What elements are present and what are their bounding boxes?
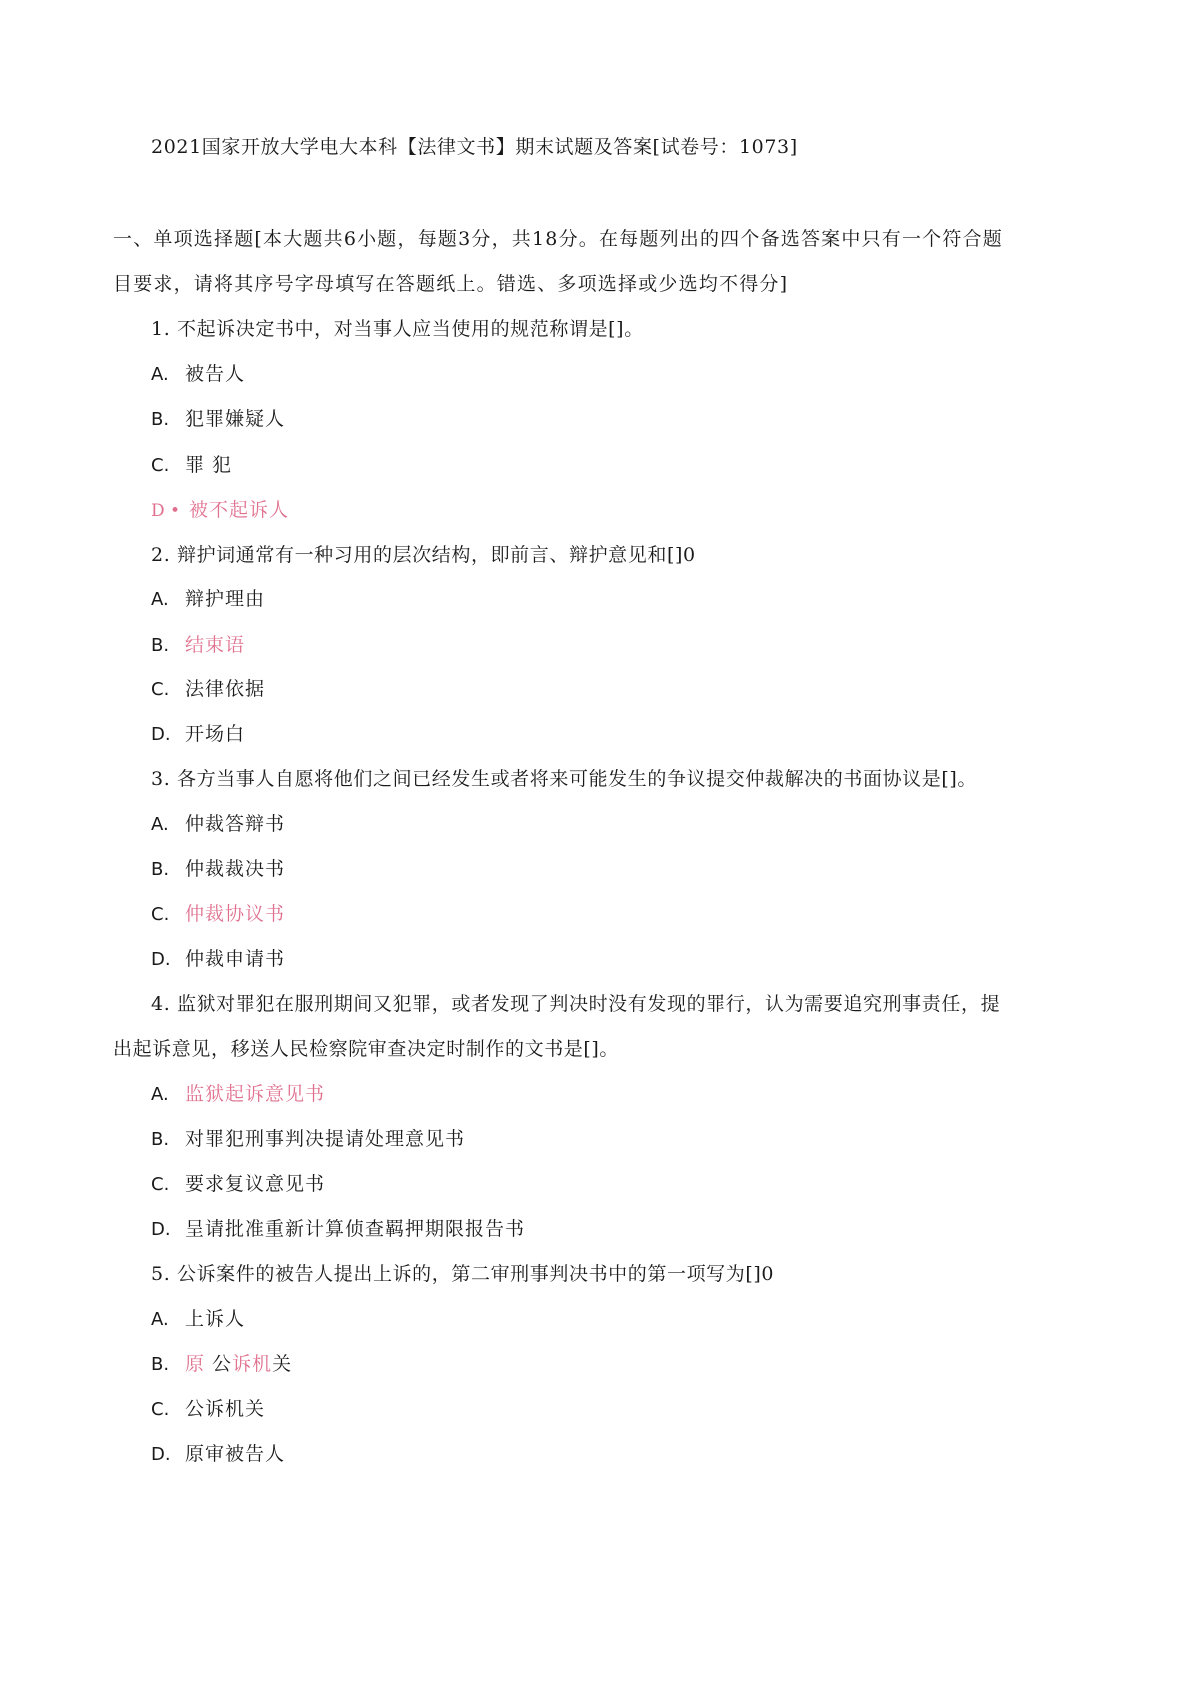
option-text: 上诉人: [185, 1308, 246, 1330]
option-text: 辩护理由: [185, 588, 266, 610]
question-4-option-b: [151, 1124, 465, 1151]
option-letter: A.: [151, 589, 169, 610]
section-heading-line-2: 目要求，请将其序号字母填写在答题纸上。错选、多项选择或少选均不得分]: [113, 273, 789, 295]
option-letter: B.: [151, 635, 170, 656]
question-5-option-b-answer: [151, 1349, 292, 1376]
question-5-stem: 5. 公诉案件的被告人提出上诉的，第二审刑事判决书中的第一项写为[]0: [151, 1263, 775, 1285]
option-text-part: 关: [272, 1353, 293, 1375]
option-text-part: 原: [185, 1353, 206, 1375]
option-letter: B.: [151, 409, 170, 430]
option-text: 仲裁协议书: [185, 903, 286, 925]
question-1-option-a: [151, 359, 245, 386]
option-text: 被不起诉人: [189, 499, 290, 521]
question-3-option-b: [151, 854, 285, 881]
option-text: 仲裁申请书: [185, 948, 286, 970]
option-text: 被告人: [185, 363, 246, 385]
option-letter: C.: [151, 1174, 170, 1195]
question-3-option-a: [151, 809, 285, 836]
option-text: 仲裁裁决书: [185, 858, 286, 880]
question-5-option-c: [151, 1394, 265, 1421]
option-text: 仲裁答辩书: [185, 813, 286, 835]
option-text-part: 诉机: [232, 1353, 273, 1375]
question-1-option-d-answer: [151, 495, 289, 522]
option-letter: A.: [151, 1309, 169, 1330]
option-text: 法律依据: [185, 678, 266, 700]
question-2-option-d: [151, 719, 245, 746]
question-2-option-b-answer: [151, 630, 245, 657]
option-letter: B.: [151, 1129, 170, 1150]
question-5-option-a: [151, 1304, 245, 1331]
option-text: 原审被告人: [185, 1443, 286, 1465]
option-letter: A.: [151, 1084, 169, 1105]
question-2-option-c: [151, 674, 265, 701]
question-4-stem: 4. 监狱对罪犯在服刑期间又犯罪，或者发现了判决时没有发现的罪行，认为需要追究刑事责任，提: [151, 993, 1001, 1015]
question-1-stem: 1. 不起诉决定书中，对当事人应当使用的规范称谓是[]。: [151, 318, 644, 340]
question-2-stem: 2. 辩护词通常有一种习用的层次结构，即前言、辩护意见和[]0: [151, 544, 696, 566]
question-4-option-d: [151, 1214, 525, 1241]
option-text: 犯罪嫌疑人: [185, 408, 286, 430]
question-3-stem: 3. 各方当事人自愿将他们之间已经发生或者将来可能发生的争议提交仲裁解决的书面协议是[]。: [151, 768, 977, 790]
option-text: 要求复议意见书: [185, 1173, 326, 1195]
option-letter: A.: [151, 364, 169, 385]
option-letter: D.: [151, 1219, 171, 1240]
option-letter: D.: [151, 724, 171, 745]
option-letter: C.: [151, 679, 170, 700]
question-4-option-a-answer: [151, 1079, 325, 1106]
option-text-part: 公: [205, 1353, 233, 1375]
option-letter: C.: [151, 904, 170, 925]
question-4-option-c: [151, 1169, 325, 1196]
option-text: 对罪犯刑事判决提请处理意见书: [185, 1128, 466, 1150]
document-title: 2021国家开放大学电大本科【法律文书】期末试题及答案[试卷号：1073]: [151, 136, 798, 158]
option-text: 开场白: [185, 723, 246, 745]
option-text: 罪 犯: [185, 454, 233, 476]
option-letter: B.: [151, 859, 170, 880]
question-5-option-d: [151, 1439, 285, 1466]
option-text: 公诉机关: [185, 1398, 266, 1420]
option-letter: A.: [151, 814, 169, 835]
question-1-option-b: [151, 404, 285, 431]
option-letter: C.: [151, 1399, 170, 1420]
question-4-stem-continued: 出起诉意见，移送人民检察院审查决定时制作的文书是[]。: [113, 1038, 620, 1060]
option-letter: D.: [151, 949, 171, 970]
option-letter: C.: [151, 455, 170, 476]
option-text: 结束语: [185, 634, 246, 656]
option-letter: D.: [151, 1444, 171, 1465]
question-3-option-d: [151, 944, 285, 971]
option-letter: D •: [151, 501, 181, 521]
section-heading-line-1: 一、单项选择题[本大题共6小题，每题3分，共18分。在每题列出的四个备选答案中只有一个符合题: [113, 228, 1003, 250]
question-3-option-c-answer: [151, 899, 285, 926]
option-text: 呈请批准重新计算侦查羁押期限报告书: [185, 1218, 526, 1240]
option-letter: B.: [151, 1354, 170, 1375]
question-2-option-a: [151, 584, 265, 611]
option-text: 监狱起诉意见书: [185, 1083, 326, 1105]
question-1-option-c: [151, 450, 232, 477]
